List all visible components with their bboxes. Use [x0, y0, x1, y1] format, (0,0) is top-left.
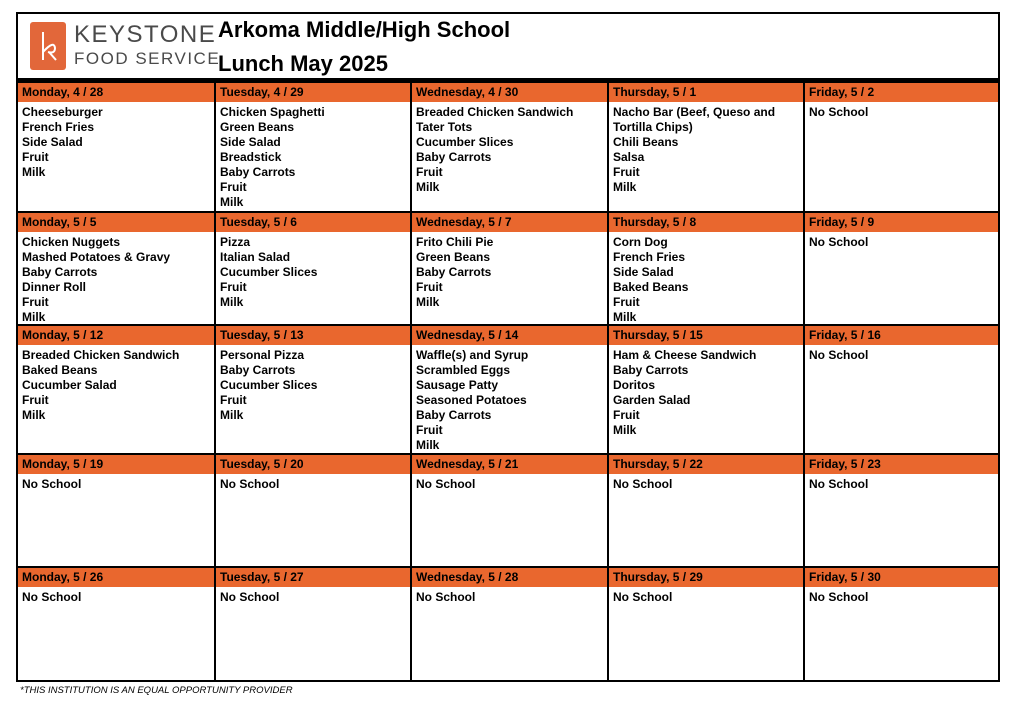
day-cell	[803, 83, 998, 211]
day-cell	[18, 326, 214, 453]
day-header: Tuesday, 5 / 27	[216, 568, 410, 587]
menu-calendar	[16, 12, 1000, 682]
menu-item: Breaded Chicken Sandwich	[22, 348, 180, 362]
header	[18, 14, 998, 78]
menu-items	[412, 345, 607, 453]
menu-item: Baked Beans	[613, 280, 689, 294]
menu-item: Fruit	[416, 280, 443, 294]
day-header: Friday, 5 / 2	[805, 83, 998, 102]
day-header: Monday, 5 / 12	[18, 326, 214, 345]
day-cell	[18, 455, 214, 566]
menu-item: Milk	[220, 195, 244, 209]
menu-items	[412, 232, 607, 310]
menu-item: Baby Carrots	[220, 363, 296, 377]
menu-item: No School	[809, 235, 869, 249]
menu-items	[18, 102, 214, 180]
day-cell	[214, 213, 410, 324]
menu-item: Milk	[613, 423, 637, 437]
menu-item: Breaded Chicken Sandwich	[416, 105, 574, 119]
menu-items	[412, 474, 607, 492]
day-cell	[607, 568, 803, 680]
menu-item: French Fries	[22, 120, 95, 134]
menu-item: Side Salad	[613, 265, 674, 279]
menu-item: Milk	[220, 408, 244, 422]
menu-item: Fruit	[416, 423, 443, 437]
menu-items	[216, 345, 410, 423]
menu-item: Milk	[416, 180, 440, 194]
menu-item: Milk	[416, 438, 440, 452]
menu-items	[805, 102, 998, 120]
menu-item: Nacho Bar (Beef, Queso and	[613, 105, 776, 119]
week-row	[18, 211, 998, 324]
week-row	[18, 83, 998, 211]
day-header: Friday, 5 / 9	[805, 213, 998, 232]
footer-note: *THIS INSTITUTION IS AN EQUAL OPPORTUNITY PROVIDER	[20, 685, 293, 696]
day-cell	[214, 455, 410, 566]
menu-item: No School	[416, 477, 476, 491]
day-cell	[18, 568, 214, 680]
menu-items	[609, 102, 803, 195]
day-cell	[803, 455, 998, 566]
menu-items	[609, 345, 803, 438]
menu-items	[805, 587, 998, 605]
school-title: Arkoma Middle/High School	[218, 17, 511, 42]
menu-item: Tater Tots	[416, 120, 473, 134]
menu-item: Baby Carrots	[416, 150, 492, 164]
menu-item: Mashed Potatoes & Gravy	[22, 250, 171, 264]
menu-items	[805, 232, 998, 250]
menu-items	[412, 587, 607, 605]
menu-item: Salsa	[613, 150, 645, 164]
menu-items	[805, 345, 998, 363]
menu-item: Milk	[22, 310, 46, 324]
menu-item: Tortilla Chips)	[613, 120, 693, 134]
menu-item: Milk	[416, 295, 440, 309]
menu-item: Frito Chili Pie	[416, 235, 494, 249]
day-cell	[410, 213, 607, 324]
day-header: Tuesday, 5 / 6	[216, 213, 410, 232]
day-header: Friday, 5 / 30	[805, 568, 998, 587]
day-header: Thursday, 5 / 1	[609, 83, 803, 102]
day-cell	[214, 83, 410, 211]
day-header: Monday, 5 / 19	[18, 455, 214, 474]
week-row	[18, 324, 998, 453]
menu-item: Milk	[22, 408, 46, 422]
day-header: Wednesday, 5 / 28	[412, 568, 607, 587]
menu-item: Ham & Cheese Sandwich	[613, 348, 757, 362]
menu-item: Cucumber Slices	[416, 135, 514, 149]
week-row	[18, 566, 998, 680]
day-header: Thursday, 5 / 29	[609, 568, 803, 587]
week-grid	[18, 83, 998, 680]
menu-item: Breadstick	[220, 150, 282, 164]
day-header: Thursday, 5 / 22	[609, 455, 803, 474]
menu-item: Side Salad	[220, 135, 281, 149]
menu-item: Baked Beans	[22, 363, 98, 377]
menu-item: Fruit	[613, 165, 640, 179]
menu-item: No School	[809, 105, 869, 119]
day-cell	[18, 83, 214, 211]
menu-item: Waffle(s) and Syrup	[416, 348, 529, 362]
menu-items	[18, 474, 214, 492]
day-cell	[607, 213, 803, 324]
menu-item: Baby Carrots	[416, 408, 492, 422]
day-header: Wednesday, 4 / 30	[412, 83, 607, 102]
day-cell	[410, 83, 607, 211]
menu-item: Milk	[613, 180, 637, 194]
day-cell	[803, 568, 998, 680]
day-header: Monday, 4 / 28	[18, 83, 214, 102]
menu-items	[18, 587, 214, 605]
menu-item: No School	[22, 477, 82, 491]
menu-item: Dinner Roll	[22, 280, 87, 294]
day-header: Wednesday, 5 / 21	[412, 455, 607, 474]
menu-items	[609, 232, 803, 325]
day-header: Monday, 5 / 26	[18, 568, 214, 587]
day-cell	[607, 326, 803, 453]
menu-item: Garden Salad	[613, 393, 691, 407]
menu-item: No School	[220, 590, 280, 604]
day-header: Tuesday, 4 / 29	[216, 83, 410, 102]
day-cell	[607, 83, 803, 211]
menu-item: No School	[220, 477, 280, 491]
menu-item: French Fries	[613, 250, 686, 264]
menu-item: Milk	[22, 165, 46, 179]
menu-item: Sausage Patty	[416, 378, 499, 392]
menu-item: Seasoned Potatoes	[416, 393, 527, 407]
menu-items	[216, 102, 410, 210]
day-cell	[410, 455, 607, 566]
menu-item: No School	[613, 590, 673, 604]
menu-item: Baby Carrots	[220, 165, 296, 179]
menu-item: No School	[809, 348, 869, 362]
menu-item: Cucumber Slices	[220, 378, 318, 392]
menu-item: Cucumber Salad	[22, 378, 117, 392]
menu-items	[18, 345, 214, 423]
day-header: Wednesday, 5 / 14	[412, 326, 607, 345]
menu-item: Doritos	[613, 378, 655, 392]
menu-item: Fruit	[613, 408, 640, 422]
week-row	[18, 453, 998, 566]
menu-item: Corn Dog	[613, 235, 668, 249]
menu-item: No School	[22, 590, 82, 604]
menu-item: Chili Beans	[613, 135, 679, 149]
menu-item: Side Salad	[22, 135, 83, 149]
k-letter-logo-icon	[30, 22, 66, 70]
menu-item: No School	[416, 590, 476, 604]
day-header: Friday, 5 / 23	[805, 455, 998, 474]
day-cell	[410, 568, 607, 680]
day-cell	[410, 326, 607, 453]
menu-item: Scrambled Eggs	[416, 363, 511, 377]
menu-items	[216, 232, 410, 310]
menu-item: No School	[809, 477, 869, 491]
menu-items	[216, 474, 410, 492]
day-header: Thursday, 5 / 8	[609, 213, 803, 232]
menu-item: Cucumber Slices	[220, 265, 318, 279]
day-header: Tuesday, 5 / 13	[216, 326, 410, 345]
day-header: Wednesday, 5 / 7	[412, 213, 607, 232]
menu-item: Milk	[613, 310, 637, 324]
menu-item: No School	[809, 590, 869, 604]
menu-item: Fruit	[22, 393, 49, 407]
day-header: Friday, 5 / 16	[805, 326, 998, 345]
menu-item: Fruit	[22, 150, 49, 164]
day-cell	[803, 326, 998, 453]
menu-items	[805, 474, 998, 492]
menu-item: Personal Pizza	[220, 348, 305, 362]
menu-item: Milk	[220, 295, 244, 309]
menu-items	[412, 102, 607, 195]
day-cell	[214, 568, 410, 680]
menu-item: Green Beans	[416, 250, 491, 264]
menu-item: Baby Carrots	[22, 265, 98, 279]
menu-title: Lunch May 2025	[218, 51, 388, 76]
day-header: Thursday, 5 / 15	[609, 326, 803, 345]
day-cell	[803, 213, 998, 324]
menu-item: Fruit	[613, 295, 640, 309]
menu-item: Fruit	[220, 180, 247, 194]
day-header: Tuesday, 5 / 20	[216, 455, 410, 474]
menu-item: Italian Salad	[220, 250, 291, 264]
menu-item: Chicken Nuggets	[22, 235, 121, 249]
menu-item: Chicken Spaghetti	[220, 105, 325, 119]
brand-name: KEYSTONE	[74, 21, 217, 48]
menu-item: Cheeseburger	[22, 105, 103, 119]
menu-item: Fruit	[220, 280, 247, 294]
day-header: Monday, 5 / 5	[18, 213, 214, 232]
menu-items	[216, 587, 410, 605]
menu-item: Fruit	[220, 393, 247, 407]
menu-item: Baby Carrots	[416, 265, 492, 279]
menu-items	[609, 474, 803, 492]
day-cell	[18, 213, 214, 324]
menu-item: Green Beans	[220, 120, 295, 134]
menu-item: Fruit	[416, 165, 443, 179]
menu-items	[18, 232, 214, 325]
day-cell	[607, 455, 803, 566]
menu-item: Pizza	[220, 235, 251, 249]
day-cell	[214, 326, 410, 453]
menu-item: Baby Carrots	[613, 363, 689, 377]
brand-subtitle: FOOD SERVICE	[74, 49, 221, 68]
menu-items	[609, 587, 803, 605]
menu-item: No School	[613, 477, 673, 491]
menu-item: Fruit	[22, 295, 49, 309]
